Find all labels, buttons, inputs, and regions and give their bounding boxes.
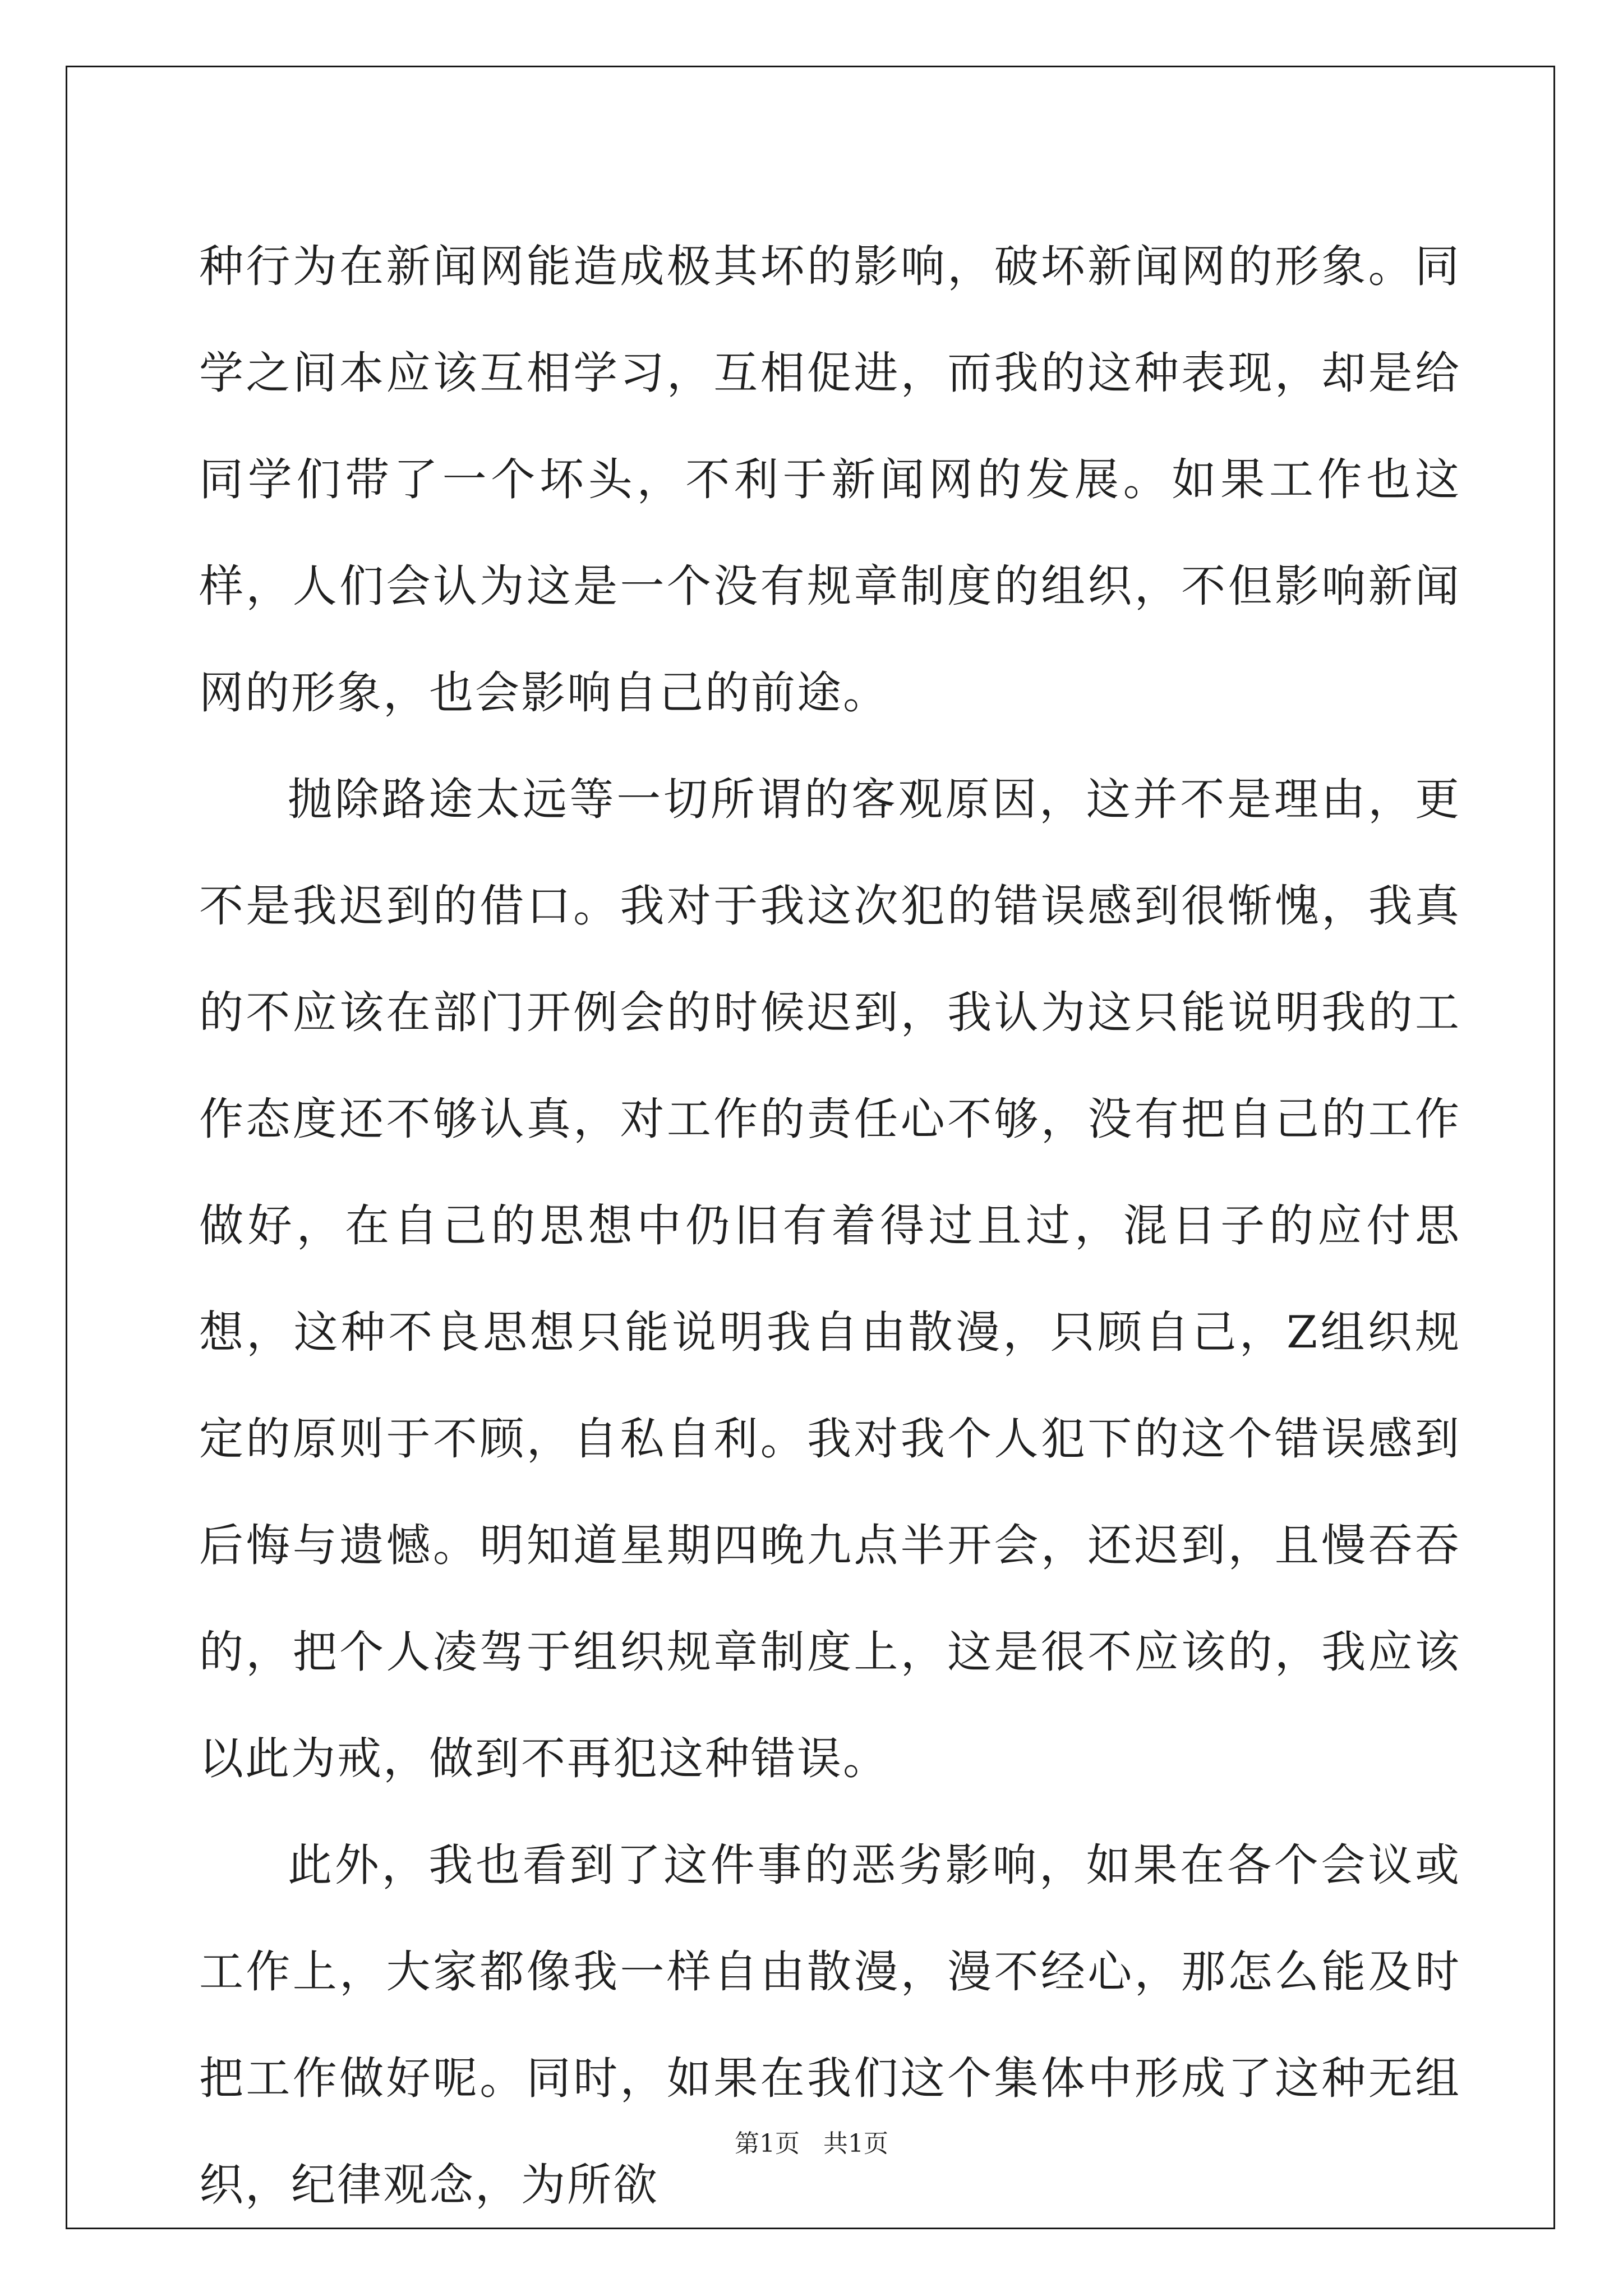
paragraph-1: 种行为在新闻网能造成极其坏的影响，破坏新闻网的形象。同学之间本应该互相学习，互相促进，而我的这种表现，却是给同学们带了一个坏头，不利于新闻网的发展。如果工作也这样，人们会认为这是一个没有规章制度的组织，不但影响新闻网的形象，也会影响自己的前途。 <box>199 241 1461 719</box>
document-body <box>199 213 1461 2238</box>
paragraph-3: 此外，我也看到了这件事的恶劣影响，如果在各个会议或工作上，大家都像我一样自由散漫，漫不经心，那怎么能及时把工作做好呢。同时，如果在我们这个集体中形成了这种无组织，纪律观念，为所欲 <box>199 1839 1461 2211</box>
paragraph-2: 抛除路途太远等一切所谓的客观原因，这并不是理由，更不是我迟到的借口。我对于我这次犯的错误感到很惭愧，我真的不应该在部门开例会的时候迟到，我认为这只能说明我的工作态度还不够认真，对工作的责任心不够，没有把自己的工作做好，在自己的思想中仍旧有着得过且过，混日子的应付思想，这种不良思想只能说明我自由散漫，只顾自己，Z组织规定的原则于不顾，自私自利。我对我个人犯下的这个错误感到后悔与遗憾。明知道星期四晚九点半开会，还迟到，且慢吞吞的，把个人凌驾于组织规章制度上，这是很不应该的，我应该以此为戒，做到不再犯这种错误。 <box>199 774 1461 1784</box>
page-footer: 第1页 共1页 <box>735 2129 888 2158</box>
